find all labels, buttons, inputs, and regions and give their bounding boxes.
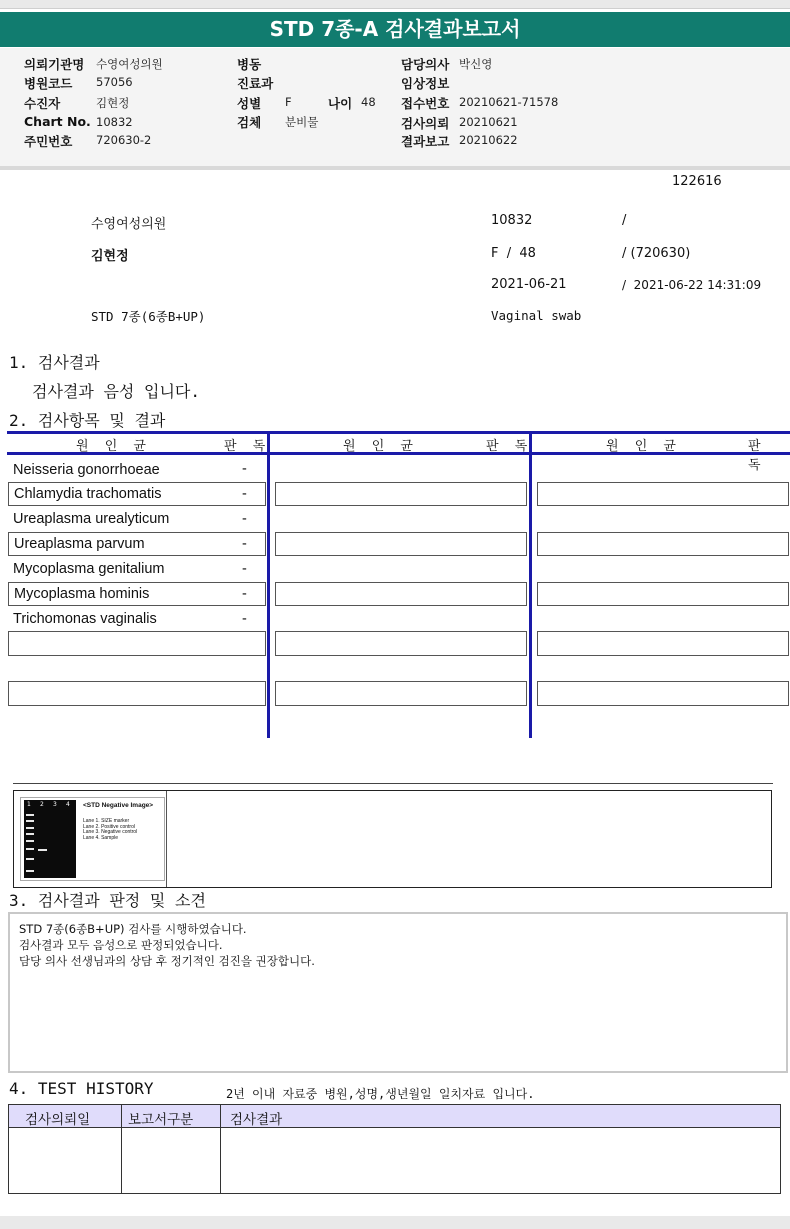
history-header: [8, 1104, 781, 1128]
summary-request-date: 2021-06-21: [491, 277, 567, 292]
gel-legend-item: Lane 4. Sample: [83, 834, 119, 841]
institution-value: 수영여성의원: [96, 57, 163, 71]
organism-name: Neisseria gonorrhoeae: [13, 462, 160, 478]
history-col-divider: [220, 1104, 221, 1194]
history-body: [8, 1127, 781, 1194]
col-judge-3: 판 독: [748, 439, 767, 473]
gel-band: [26, 833, 34, 835]
table-divider-2: [529, 431, 532, 738]
summary-chart: 10832: [491, 213, 533, 228]
section1-result: 검사결과 음성 입니다.: [32, 382, 201, 401]
cell-box: [275, 582, 527, 606]
gel-band: [38, 849, 47, 851]
cell-box: [275, 631, 527, 656]
receipt-value: 20210621-71578: [459, 95, 559, 109]
lane-number: 4: [66, 801, 70, 808]
organism-result: -: [242, 536, 247, 552]
gel-band: [26, 814, 34, 816]
comment-line: 검사결과 모두 음성으로 판정되었습니다.: [19, 938, 223, 952]
history-col-divider: [121, 1104, 122, 1194]
age-value: 48: [361, 95, 376, 109]
section3-heading: 3. 검사결과 판정 및 소견: [9, 891, 206, 910]
cell-box: [537, 482, 789, 506]
col-judge-2: 판 독: [486, 439, 534, 454]
receipt-label: 접수번호: [401, 96, 450, 111]
section2-heading: 2. 검사항목 및 결과: [9, 411, 166, 430]
organism-name: Chlamydia trachomatis: [14, 486, 162, 502]
history-col-request-date: 검사의뢰일: [25, 1112, 91, 1128]
table-top-rule: [7, 431, 790, 434]
organism-name: Ureaplasma parvum: [14, 536, 145, 552]
organism-name: Trichomonas vaginalis: [13, 611, 157, 627]
cell-box: [8, 631, 266, 656]
doctor-value: 박신영: [459, 57, 493, 71]
summary-test-name: STD 7종(6종B+UP): [91, 309, 206, 324]
clinical-label: 임상정보: [401, 76, 450, 91]
request-value: 20210621: [459, 115, 518, 129]
summary-name: 김현정: [91, 249, 129, 264]
gel-panel-divider: [166, 791, 167, 887]
top-strip: [0, 0, 790, 9]
age-label: 나이: [328, 96, 353, 111]
gel-band: [26, 858, 34, 860]
summary-clinic: 수영여성의원: [91, 217, 167, 232]
report-title: STD 7종-A 검사결과보고서: [0, 12, 790, 47]
specimen-label: 검체: [237, 115, 262, 130]
organism-result: -: [242, 586, 247, 602]
report-id: 122616: [672, 174, 722, 189]
cell-box: [537, 681, 789, 706]
section1-heading: 1. 검사결과: [9, 353, 100, 372]
summary-report-datetime: / 2021-06-22 14:31:09: [622, 278, 762, 292]
bottom-strip: [0, 1216, 790, 1229]
gel-top-rule: [13, 783, 773, 784]
gel-band: [26, 840, 34, 842]
report-date-value: 20210622: [459, 133, 518, 147]
col-organism-1: 원 인 균: [76, 439, 152, 454]
gel-lanes: [24, 800, 76, 878]
cell-box: [275, 482, 527, 506]
cell-box: [537, 631, 789, 656]
hospital-code-label: 병원코드: [24, 76, 73, 91]
sex-value: F: [285, 95, 292, 109]
cell-box: [275, 681, 527, 706]
gel-legend-item: Lane 1. SIZE marker: [83, 818, 130, 824]
dept-label: 진료과: [237, 76, 274, 91]
gel-image: [20, 797, 165, 881]
organism-name: Mycoplasma hominis: [14, 586, 150, 602]
doctor-label: 담당의사: [401, 57, 450, 72]
chart-label: Chart No.: [24, 114, 91, 129]
summary-birth: / (720630): [622, 246, 691, 261]
history-col-report-type: 보고서구분: [128, 1112, 194, 1128]
report-date-label: 결과보고: [401, 134, 450, 149]
patient-label: 수진자: [24, 96, 61, 111]
sex-label: 성별: [237, 96, 262, 111]
organism-name: Ureaplasma urealyticum: [13, 511, 170, 527]
header-divider: [0, 166, 790, 170]
resident-value: 720630-2: [96, 133, 152, 147]
col-judge-1: 판 독: [224, 439, 272, 454]
gel-legend-item: Lane 2. Positive control: [83, 823, 135, 830]
summary-slash: /: [622, 213, 627, 228]
ward-label: 병동: [237, 57, 262, 72]
col-organism-3: 원 인 균: [606, 439, 682, 454]
cell-box: [537, 582, 789, 606]
organism-result: -: [242, 486, 247, 502]
hospital-code-value: 57056: [96, 75, 133, 89]
chart-value: 10832: [96, 115, 133, 129]
organism-result: -: [242, 611, 247, 627]
gel-legend-item: Lane 3. Negative control: [83, 829, 138, 835]
request-label: 검사의뢰: [401, 116, 450, 131]
gel-title: <STD Negative Image>: [83, 802, 154, 809]
lane-number: 3: [53, 801, 57, 808]
patient-value: 김현정: [96, 96, 130, 110]
section4-heading: 4. TEST HISTORY: [9, 1079, 154, 1098]
col-organism-2: 원 인 균: [343, 439, 419, 454]
table-divider-1: [267, 431, 270, 738]
gel-band: [26, 827, 34, 829]
lane-number: 2: [40, 801, 44, 808]
organism-result: -: [242, 561, 247, 577]
cell-box: [8, 681, 266, 706]
gel-band: [26, 848, 34, 850]
organism-name: Mycoplasma genitalium: [13, 561, 165, 577]
comment-line: 담당 의사 선생님과의 상담 후 정기적인 검진을 권장합니다.: [19, 954, 315, 968]
organism-result: -: [242, 461, 247, 477]
cell-box: [275, 532, 527, 556]
organism-result: -: [242, 511, 247, 527]
lane-number: 1: [27, 801, 31, 808]
history-note: 2년 이내 자료중 병원,성명,생년월일 일치자료 입니다.: [226, 1087, 535, 1101]
gel-band: [26, 870, 34, 872]
cell-box: [537, 532, 789, 556]
gel-band: [26, 820, 34, 822]
comment-line: STD 7종(6종B+UP) 검사를 시행하였습니다.: [19, 922, 247, 936]
institution-label: 의뢰기관명: [24, 57, 85, 72]
summary-specimen: Vaginal swab: [491, 308, 582, 323]
specimen-value: 분비물: [285, 115, 319, 129]
summary-sex-age: F / 48: [491, 246, 536, 261]
resident-label: 주민번호: [24, 134, 73, 149]
history-col-result: 검사결과: [230, 1112, 283, 1128]
